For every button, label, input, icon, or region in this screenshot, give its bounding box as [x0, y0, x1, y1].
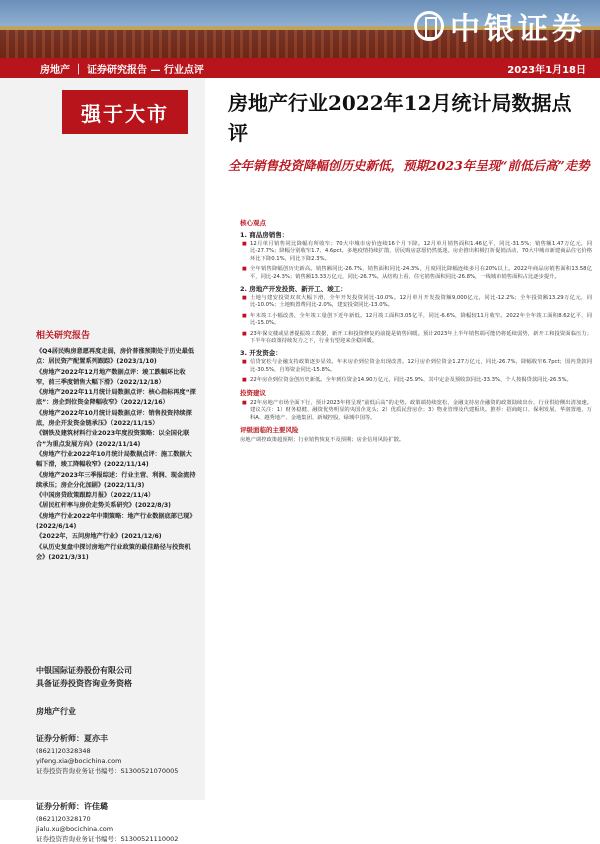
related-item[interactable]: 《房地产2022年10月统计局数据点评：销售投资持续探底，房企开发资金链承压》（2022/11/15）	[36, 409, 192, 428]
paragraph: ■ 22年房地产市场全面下行，预计2023年将呈现“前低后高”的走势。政策端持续宽松，金融支持房企融资的政策陆续出台，行业供给侧出清加速。建议关注：1）财务稳健、融资优势明显的央国企龙头；2）优质民营房企；3）物业管理及代建板块。推荐：招商蛇口、保利发展、华润置地、万科A、越秀地产、金地集团、新城控股、绿城中国等。	[240, 400, 592, 422]
paragraph: ■ 全年销售降幅创历史新高。销售额同比-26.7%，销售面积同比-24.3%，月度同比降幅连续多月在20%以上。2022年商品房销售面积13.58亿平，同比-24.3%；销售额13.33万亿元，同比-26.7%。从结构上看，住宅销售面积同比-26.8%，一线城市销售面积占比逐步提升。	[240, 266, 592, 281]
related-title: 相关研究报告	[36, 331, 91, 341]
report-category: 房地产 ｜ 证券研究报告 — 行业点评	[40, 64, 204, 76]
analyst-phone: (8621)20328348	[36, 747, 91, 755]
related-item[interactable]: 《房地产2023年三季报综述：行业主营、利润、现金流持续承压；房企分化加剧》(2022/11/3)	[36, 471, 196, 489]
sidebar	[0, 78, 205, 843]
analyst-card	[36, 802, 196, 844]
company-qualification: 具备证券投资咨询业务资格	[36, 679, 132, 688]
brand-name: 中银证券	[450, 12, 586, 47]
brand	[414, 4, 586, 48]
report-body	[240, 218, 592, 444]
company-name: 中银国际证券股份有限公司	[36, 666, 132, 675]
paragraph: ■ 12月单月销售同比降幅有所收窄；70大中城市房价连续16个月下降。12月单月销售面积1.46亿平，同比-31.5%；销售额1.47万亿元，同比-27.7%；降幅分别收窄1.7、4.6pct。多地疫情持续扩散，居民购房意愿仍然低迷。房企推出积极打折促销活动，70大中城市新建商品住宅价格环比下降0.1%，同比下降2.3%。	[240, 241, 592, 263]
company-info	[36, 664, 196, 690]
analyst-card	[36, 734, 196, 776]
related-item[interactable]: 《Q4居民购房意愿再度走弱，房价普涨预期处于历史最低点：居民资产配置系列跟踪》(2023/1/10)	[36, 348, 195, 366]
analyst-name: 证券分析师：许佳璐	[36, 802, 108, 811]
analyst-email[interactable]: jialu.xu@bocichina.com	[36, 825, 114, 833]
risk-text: 房地产调控政策超预期；行业销售恢复不及预期；房企信用风险扩散。	[240, 436, 405, 443]
analyst-name: 证券分析师：夏亦丰	[36, 734, 108, 743]
paragraph: ■ 土地与建安投资双双大幅下滑，全年开发投资同比-10.0%。12月单月开发投资额9,000亿元，同比-12.2%；全年投资额13.29万亿元，同比-10.0%；土地购置费同比-2.0%，建安投资同比-13.0%。	[240, 295, 592, 310]
risk-label: 评级面临的主要风险	[240, 425, 299, 434]
rating-badge: 强于大市	[62, 90, 188, 134]
related-list	[36, 347, 196, 563]
analyst-cert: 证券投资咨询业务证书编号：S1300521070005	[36, 767, 179, 775]
key-points-label: 核心观点	[240, 219, 266, 227]
paragraph: ■ 信贷宽松与金融支持政策逐步显效。年末房企到位资金出现改善。12月房企到位资金1.27万亿元，同比-26.7%，降幅收窄6.7pct；国内贷款同比-30.5%，自筹资金同比-15.8%。	[240, 359, 592, 374]
related-item[interactable]: 《钢铁及建筑材料行业2023年度投资策略：以全国化联合”为重点发展方向》(2022/11/14)	[36, 430, 190, 448]
paragraph: ■ 23年保交楼或显著提振竣工数据，新开工和投资修复的前提是销售回暖。预计2023年上半年销售端可能仍将延续弱势，新开工和投资面临压力；下半年在政策持续发力之下，行业有望迎来企稳回暖。	[240, 331, 592, 346]
investment-advice-label: 投资建议	[240, 388, 266, 397]
related-item[interactable]: 《房地产行业2022年10月统计局数据点评：施工数据大幅下滑，竣工降幅收窄》(2022/11/14)	[36, 450, 192, 469]
related-item[interactable]: 《从历史复盘中探讨房地产行业政策的最佳路径与投资机会》(2021/3/31)	[36, 543, 191, 561]
category-strip	[0, 58, 600, 78]
bank-of-china-logo-icon	[414, 11, 444, 41]
analyst-email[interactable]: yifeng.xia@bocichina.com	[36, 757, 122, 765]
related-item[interactable]: 《2022年，五问房地产行业》(2021/12/6)	[36, 533, 162, 541]
sector-label: 房地产行业	[36, 707, 76, 716]
related-reports	[36, 328, 196, 563]
report-title: 房地产行业2022年12月统计局数据点评	[228, 91, 572, 145]
analyst-cert: 证券投资咨询业务证书编号：S1300521110002	[36, 835, 179, 843]
paragraph: ■ 年末竣工小幅改善，全年竣工量创下近年新低。12月竣工面积3.05亿平，同比-6.6%，降幅较11月收窄。2022年全年竣工面积8.62亿平，同比-15.0%。	[240, 313, 592, 328]
related-item[interactable]: 《居民杠杆率与房价走势关系研究》(2022/8/3)	[36, 502, 172, 510]
paragraph: ■ 22年房企到位资金创历史新低。全年到位资金14.90万亿元，同比-25.9%，其中定金及预收款同比-33.3%，个人按揭贷款同比-26.5%。	[240, 377, 592, 384]
header-banner	[0, 0, 600, 58]
analyst-phone: (8621)20328170	[36, 815, 91, 823]
related-item[interactable]: 《房地产2022年12月地产数据点评：竣工跌幅环比收窄，前三季度销售大幅下滑》（2022/12/18）	[36, 368, 186, 386]
report-subtitle: 全年销售投资降幅创历史新低，预期2023年呈现“前低后高”走势	[228, 158, 590, 173]
related-item[interactable]: 《房地产2022年11月统计局数据点评：核心指标再度“探底”：房企到位资金降幅收窄》（2022/12/16）	[36, 389, 196, 407]
report-date: 2023年1月18日	[507, 64, 586, 76]
related-item[interactable]: 《房地产行业2022年中期策略：地产行业数据底部已现》(2022/6/14)	[36, 512, 196, 531]
section-heading: 2. 房地产开发投资、新开工、竣工：	[240, 285, 347, 294]
section-heading: 1. 商品房销售：	[240, 231, 289, 239]
section-heading: 3. 开发资金：	[240, 349, 282, 358]
report-header	[228, 88, 590, 175]
related-item[interactable]: 《中国房贷政策跟踪月报》（2022/11/4）	[36, 492, 155, 500]
